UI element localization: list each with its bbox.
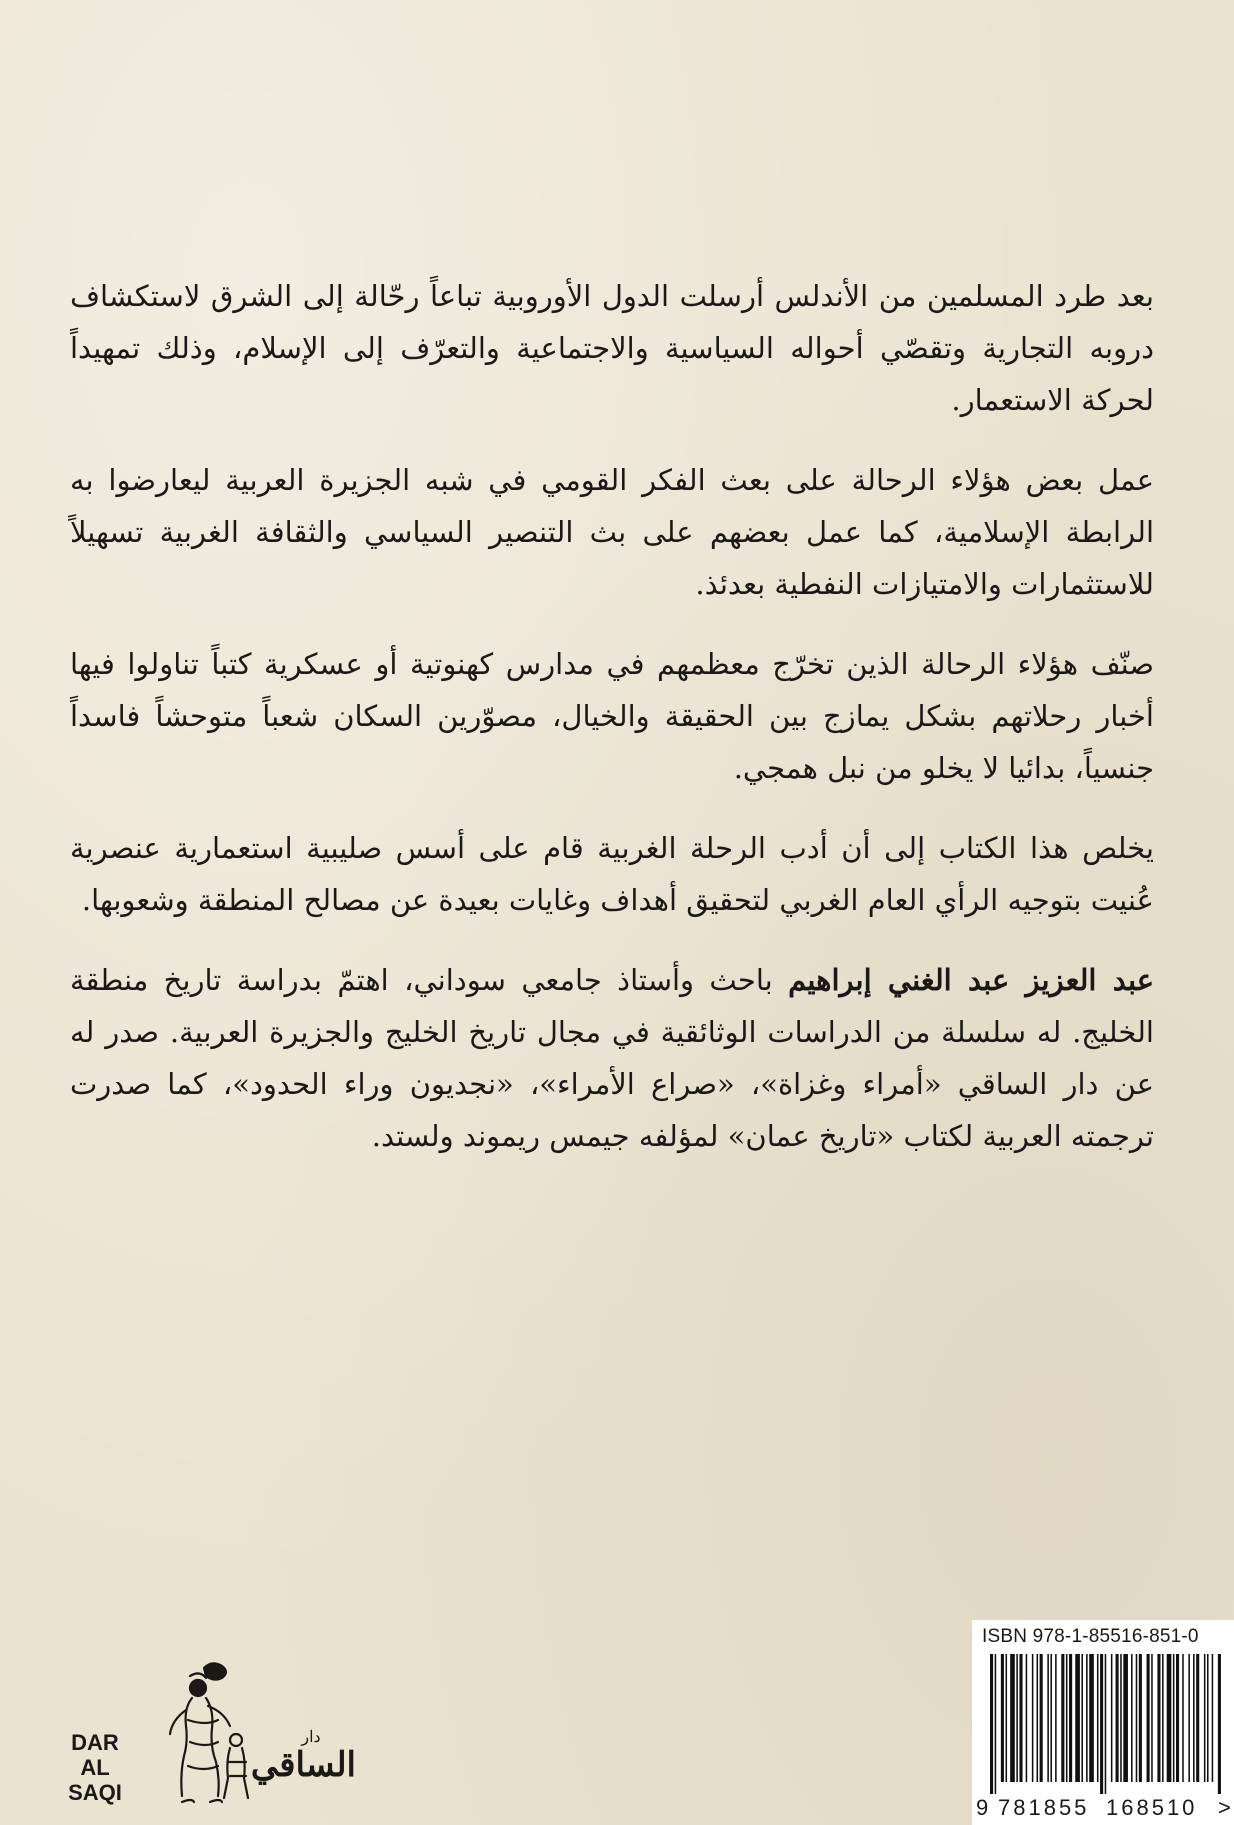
barcode-bar bbox=[1019, 1654, 1022, 1782]
barcode-bar bbox=[990, 1654, 993, 1794]
blurb bbox=[70, 270, 1154, 1190]
barcode-bar bbox=[1147, 1654, 1150, 1782]
barcode-bar bbox=[1188, 1654, 1190, 1782]
barcode-bar bbox=[1075, 1654, 1080, 1782]
publisher-arabic-name bbox=[250, 1727, 356, 1785]
barcode-bar bbox=[1061, 1654, 1064, 1782]
barcode-bar bbox=[1105, 1654, 1107, 1794]
barcode-bar bbox=[1204, 1654, 1206, 1782]
author-bio: باحث وأستاذ جامعي سوداني، اهتمّ بدراسة تاريخ منطقة الخليج. له سلسلة من الدراسات الوثائقية في مجال تاريخ الخليج والجزيرة العربية. صدر له عن دار الساقي «أمراء وغزاة»، «صراع الأمراء»، «نجديون وراء الحدود»، كما صدرت ترجمته العربية لكتاب «تاريخ عمان» لمؤلفه جيمس ريموند ولستد. bbox=[70, 963, 1154, 1153]
blurb-paragraph-4: يخلص هذا الكتاب إلى أن أدب الرحلة الغربية قام على أسس صليبية استعمارية عنصرية عُنيت بتوجيه الرأي العام الغربي لتحقيق أهداف وغايات بعيدة عن مصالح المنطقة وشعوبها. bbox=[70, 831, 1154, 917]
barcode-bar bbox=[1081, 1654, 1083, 1782]
barcode-bar bbox=[1055, 1654, 1057, 1782]
barcode-bar bbox=[1151, 1654, 1153, 1782]
barcode-bar bbox=[1086, 1654, 1088, 1782]
barcode-bar bbox=[1182, 1654, 1184, 1782]
isbn-barcode bbox=[972, 1620, 1234, 1825]
barcode-bar bbox=[1136, 1654, 1138, 1782]
barcode-bar bbox=[1139, 1654, 1142, 1782]
barcode-bar bbox=[1193, 1654, 1195, 1782]
barcode-right-digits: 168510 bbox=[1106, 1795, 1198, 1820]
barcode-bar bbox=[1162, 1654, 1164, 1782]
saqi-figure-icon bbox=[152, 1658, 262, 1808]
publisher-latin-line-2: AL SAQI bbox=[68, 1755, 122, 1805]
barcode-bar bbox=[1176, 1654, 1179, 1782]
isbn-label: ISBN 978-1-85516-851-0 bbox=[982, 1626, 1199, 1647]
blurb-paragraph-1: بعد طرد المسلمين من الأندلس أرسلت الدول الأوروبية تباعاً رحّالة إلى الشرق لاستكشاف دروبه التجارية وتقصّي أحواله السياسية والاجتماعية والتعرّف إلى الإسلام، وذلك تمهيداً لحركة الاستعمار. bbox=[70, 279, 1154, 417]
barcode-bar bbox=[1037, 1654, 1039, 1782]
publisher-latin-line-1: DAR bbox=[71, 1730, 119, 1755]
barcode-bar bbox=[1157, 1654, 1160, 1782]
barcode-bar bbox=[1047, 1654, 1049, 1782]
barcode-bar bbox=[1069, 1654, 1072, 1782]
blurb-paragraph-2: عمل بعض هؤلاء الرحالة على بعث الفكر القومي في شبه الجزيرة العربية ليعارضوا به الرابطة الإسلامية، كما عمل بعضهم على بث التنصير السياسي والثقافة الغربية تسهيلاً للاستثمارات والامتيازات النفطية بعدئذ. bbox=[70, 463, 1155, 601]
barcode-bar bbox=[1066, 1654, 1068, 1782]
barcode-bar bbox=[1196, 1654, 1199, 1782]
barcode-bar bbox=[1207, 1654, 1209, 1782]
barcode-bar bbox=[1218, 1654, 1221, 1794]
barcode-bar bbox=[1212, 1654, 1214, 1782]
barcode-bar bbox=[1001, 1654, 1004, 1782]
barcode-left-digits: 781855 bbox=[998, 1795, 1090, 1820]
publisher-arabic-saqi: الساقي bbox=[250, 1745, 356, 1785]
barcode-quiet-mark: > bbox=[1218, 1795, 1231, 1820]
barcode-bars bbox=[986, 1654, 1226, 1794]
barcode-bar bbox=[1032, 1654, 1034, 1782]
barcode-bar bbox=[1123, 1654, 1128, 1782]
publisher-arabic-dar: دار bbox=[301, 1727, 321, 1746]
barcode-bar bbox=[1089, 1654, 1094, 1782]
barcode-bar bbox=[1050, 1654, 1052, 1782]
author-bio-paragraph bbox=[70, 954, 1154, 1162]
publisher-latin-name bbox=[60, 1730, 130, 1805]
barcode-bar bbox=[995, 1654, 997, 1794]
blurb-paragraph-3: صنّف هؤلاء الرحالة الذين تخرّج معظمهم في مدارس كهنوتية أو عسكرية كتباً تناولوا فيها أخبار رحلاتهم بشكل يمازج بين الحقيقة والخيال، مصوّرين السكان شعباً متوحشاً فاسداً جنسياً، بدائيا لا يخلو من نبل همجي. bbox=[70, 647, 1154, 785]
barcode-first-digit: 9 bbox=[976, 1795, 989, 1820]
barcode-bar bbox=[1097, 1654, 1099, 1782]
publisher-logo bbox=[60, 1658, 360, 1808]
barcode-bar bbox=[1173, 1654, 1175, 1782]
barcode-bar bbox=[1026, 1654, 1028, 1782]
barcode-bar bbox=[1006, 1654, 1008, 1782]
author-name: عبد العزيز عبد الغني إبراهيم bbox=[788, 963, 1155, 997]
barcode-bar bbox=[1116, 1654, 1119, 1782]
barcode-bar bbox=[1131, 1654, 1133, 1782]
barcode-bar bbox=[1167, 1654, 1172, 1782]
barcode-bar bbox=[1040, 1654, 1043, 1782]
barcode-bar bbox=[1100, 1654, 1103, 1794]
barcode-bar bbox=[1111, 1654, 1113, 1782]
barcode-bar bbox=[1120, 1654, 1122, 1782]
barcode-bar bbox=[1016, 1654, 1018, 1782]
barcode-digits bbox=[972, 1795, 1234, 1823]
barcode-bar bbox=[1010, 1654, 1015, 1782]
